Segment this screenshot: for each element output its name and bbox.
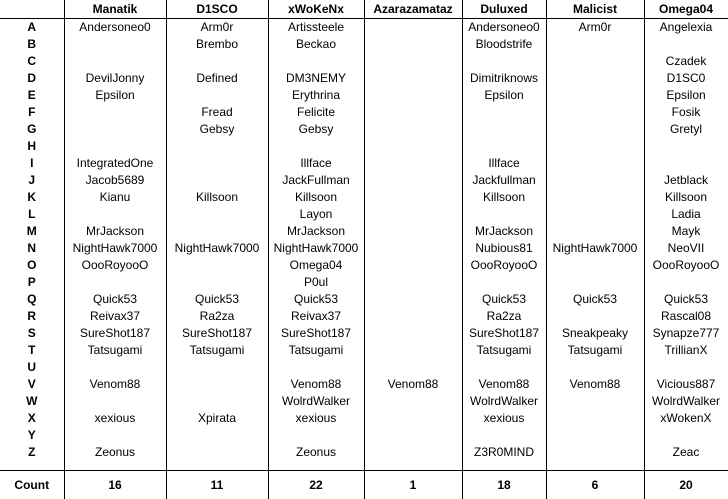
player-name-cell: xWokenX xyxy=(644,410,728,427)
player-name-cell: Beckao xyxy=(268,36,364,53)
spacer-cell xyxy=(462,461,546,471)
player-name-cell xyxy=(364,325,462,342)
table-body xyxy=(0,19,728,462)
player-name-cell xyxy=(166,155,268,172)
player-name-cell: P0ul xyxy=(268,274,364,291)
player-name-cell: Angelexia xyxy=(644,19,728,37)
table-row xyxy=(0,257,728,274)
player-name-cell: Dimitriknows xyxy=(462,70,546,87)
player-name-cell: Czadek xyxy=(644,53,728,70)
row-letter: A xyxy=(0,19,64,37)
player-name-cell xyxy=(546,70,644,87)
player-name-cell: Tatsugami xyxy=(64,342,166,359)
table-row xyxy=(0,274,728,291)
column-header: Duluxed xyxy=(462,0,546,19)
player-name-cell xyxy=(546,393,644,410)
player-name-cell xyxy=(364,19,462,37)
player-name-cell: Venom88 xyxy=(64,376,166,393)
player-name-cell xyxy=(546,172,644,189)
player-name-cell: Illface xyxy=(462,155,546,172)
player-name-cell: TrillianX xyxy=(644,342,728,359)
player-name-cell xyxy=(546,427,644,444)
player-name-cell: D1SC0 xyxy=(644,70,728,87)
table-row xyxy=(0,308,728,325)
count-value: 22 xyxy=(268,471,364,499)
player-name-cell xyxy=(364,53,462,70)
player-name-cell: Tatsugami xyxy=(268,342,364,359)
player-name-cell xyxy=(364,291,462,308)
row-letter: Q xyxy=(0,291,64,308)
count-value: 18 xyxy=(462,471,546,499)
player-name-cell: Quick53 xyxy=(268,291,364,308)
player-name-cell xyxy=(364,155,462,172)
player-name-cell: Epsilon xyxy=(644,87,728,104)
row-letter: V xyxy=(0,376,64,393)
player-name-cell: Epsilon xyxy=(462,87,546,104)
player-name-cell xyxy=(268,53,364,70)
row-letter: Z xyxy=(0,444,64,461)
player-name-cell: Gebsy xyxy=(268,121,364,138)
player-name-cell xyxy=(166,206,268,223)
player-name-cell: Reivax37 xyxy=(64,308,166,325)
player-name-cell: Quick53 xyxy=(64,291,166,308)
player-name-cell xyxy=(644,427,728,444)
player-name-cell xyxy=(364,410,462,427)
player-name-cell xyxy=(644,359,728,376)
player-name-cell xyxy=(546,274,644,291)
count-label: Count xyxy=(0,471,64,499)
row-letter: E xyxy=(0,87,64,104)
table-row xyxy=(0,189,728,206)
player-name-cell xyxy=(364,274,462,291)
player-name-cell: Tatsugami xyxy=(546,342,644,359)
player-name-cell: Ra2za xyxy=(462,308,546,325)
player-name-cell: Quick53 xyxy=(166,291,268,308)
player-name-cell xyxy=(64,121,166,138)
table-row xyxy=(0,325,728,342)
player-name-cell: Zeac xyxy=(644,444,728,461)
table-row xyxy=(0,155,728,172)
column-header: Omega04 xyxy=(644,0,728,19)
player-name-cell xyxy=(644,36,728,53)
player-name-cell xyxy=(546,104,644,121)
row-letter: U xyxy=(0,359,64,376)
player-name-cell: Fosik xyxy=(644,104,728,121)
player-name-cell xyxy=(546,155,644,172)
player-name-cell xyxy=(166,53,268,70)
player-name-cell: Reivax37 xyxy=(268,308,364,325)
table-row xyxy=(0,138,728,155)
player-name-cell: MrJackson xyxy=(64,223,166,240)
player-name-cell xyxy=(364,206,462,223)
player-name-cell xyxy=(546,53,644,70)
player-name-cell xyxy=(364,36,462,53)
row-letter: O xyxy=(0,257,64,274)
player-name-cell: Bloodstrife xyxy=(462,36,546,53)
player-name-cell: IntegratedOne xyxy=(64,155,166,172)
player-name-cell xyxy=(166,257,268,274)
player-name-cell xyxy=(546,359,644,376)
count-value: 16 xyxy=(64,471,166,499)
player-name-cell: SureShot187 xyxy=(64,325,166,342)
row-letter: H xyxy=(0,138,64,155)
player-name-cell xyxy=(546,189,644,206)
player-name-cell: Brembo xyxy=(166,36,268,53)
player-name-cell: Zeonus xyxy=(64,444,166,461)
player-name-cell: Andersoneo0 xyxy=(462,19,546,37)
corner-cell xyxy=(0,0,64,19)
player-name-cell xyxy=(364,240,462,257)
row-letter: R xyxy=(0,308,64,325)
player-name-cell xyxy=(364,172,462,189)
player-name-cell: Illface xyxy=(268,155,364,172)
table-row xyxy=(0,427,728,444)
player-name-cell: Gretyl xyxy=(644,121,728,138)
table-row xyxy=(0,359,728,376)
player-name-cell xyxy=(462,359,546,376)
player-name-cell xyxy=(462,104,546,121)
row-letter: L xyxy=(0,206,64,223)
player-name-cell: MrJackson xyxy=(462,223,546,240)
player-name-cell: Venom88 xyxy=(268,376,364,393)
spacer-row xyxy=(0,461,728,471)
player-name-cell xyxy=(364,393,462,410)
player-name-cell xyxy=(64,104,166,121)
player-name-cell: Arm0r xyxy=(546,19,644,37)
player-name-cell xyxy=(64,36,166,53)
player-name-cell: Killsoon xyxy=(644,189,728,206)
player-name-cell xyxy=(166,138,268,155)
table-row xyxy=(0,223,728,240)
player-name-cell xyxy=(546,444,644,461)
player-name-cell: xexious xyxy=(268,410,364,427)
player-name-cell xyxy=(462,138,546,155)
player-name-cell xyxy=(644,274,728,291)
player-name-cell xyxy=(268,359,364,376)
table-row xyxy=(0,376,728,393)
player-name-cell: Killsoon xyxy=(166,189,268,206)
player-name-cell: SureShot187 xyxy=(166,325,268,342)
player-name-cell: Artissteele xyxy=(268,19,364,37)
player-name-cell: Epsilon xyxy=(64,87,166,104)
player-name-cell: xexious xyxy=(64,410,166,427)
spacer-cell xyxy=(364,461,462,471)
player-name-cell: Felicite xyxy=(268,104,364,121)
player-name-cell: Tatsugami xyxy=(462,342,546,359)
player-name-cell xyxy=(364,223,462,240)
header-row xyxy=(0,0,728,19)
player-name-cell: Jacob5689 xyxy=(64,172,166,189)
column-header: xWoKeNx xyxy=(268,0,364,19)
spacer-cell xyxy=(166,461,268,471)
player-name-cell xyxy=(166,393,268,410)
player-name-cell: Ladia xyxy=(644,206,728,223)
player-name-cell: Jackfullman xyxy=(462,172,546,189)
player-name-cell: Gebsy xyxy=(166,121,268,138)
player-name-cell: Quick53 xyxy=(644,291,728,308)
count-value: 20 xyxy=(644,471,728,499)
player-name-cell xyxy=(166,223,268,240)
player-name-cell xyxy=(166,444,268,461)
table-row xyxy=(0,410,728,427)
table-row xyxy=(0,121,728,138)
player-name-cell: Quick53 xyxy=(546,291,644,308)
row-letter: G xyxy=(0,121,64,138)
count-row xyxy=(0,471,728,499)
player-name-cell xyxy=(364,342,462,359)
table-row xyxy=(0,53,728,70)
player-name-cell: NightHawk7000 xyxy=(64,240,166,257)
table-row xyxy=(0,87,728,104)
count-value: 11 xyxy=(166,471,268,499)
player-name-cell: Ra2za xyxy=(166,308,268,325)
table-row xyxy=(0,342,728,359)
player-name-cell: Xpirata xyxy=(166,410,268,427)
table-row xyxy=(0,19,728,37)
spacer-cell xyxy=(546,461,644,471)
player-name-cell: SureShot187 xyxy=(268,325,364,342)
player-name-cell xyxy=(166,359,268,376)
player-name-cell xyxy=(462,53,546,70)
player-name-cell xyxy=(546,308,644,325)
player-name-cell: Killsoon xyxy=(462,189,546,206)
player-name-cell xyxy=(64,274,166,291)
row-letter: P xyxy=(0,274,64,291)
column-header: Manatik xyxy=(64,0,166,19)
player-name-cell: Defined xyxy=(166,70,268,87)
player-name-cell xyxy=(64,138,166,155)
player-name-cell xyxy=(166,87,268,104)
player-name-cell: NightHawk7000 xyxy=(166,240,268,257)
player-name-cell xyxy=(64,206,166,223)
player-name-cell xyxy=(546,36,644,53)
player-name-cell xyxy=(364,308,462,325)
player-name-cell: Zeonus xyxy=(268,444,364,461)
player-name-cell xyxy=(166,427,268,444)
player-name-cell xyxy=(546,410,644,427)
table-row xyxy=(0,70,728,87)
spacer-cell xyxy=(268,461,364,471)
row-letter: Y xyxy=(0,427,64,444)
row-letter: J xyxy=(0,172,64,189)
spacer-cell xyxy=(64,461,166,471)
player-name-cell: Jetblack xyxy=(644,172,728,189)
table-row xyxy=(0,291,728,308)
player-name-cell xyxy=(364,138,462,155)
player-name-cell: NightHawk7000 xyxy=(268,240,364,257)
table-row xyxy=(0,240,728,257)
player-name-cell: WolrdWalker xyxy=(268,393,364,410)
player-name-cell xyxy=(64,53,166,70)
player-name-cell: JackFullman xyxy=(268,172,364,189)
table-row xyxy=(0,172,728,189)
row-letter: D xyxy=(0,70,64,87)
row-letter: S xyxy=(0,325,64,342)
player-name-cell: xexious xyxy=(462,410,546,427)
table-row xyxy=(0,206,728,223)
count-value: 6 xyxy=(546,471,644,499)
player-name-cell: DevilJonny xyxy=(64,70,166,87)
row-letter: B xyxy=(0,36,64,53)
player-name-cell: Layon xyxy=(268,206,364,223)
player-name-cell xyxy=(546,257,644,274)
player-name-cell: Tatsugami xyxy=(166,342,268,359)
player-name-cell: DM3NEMY xyxy=(268,70,364,87)
row-letter: M xyxy=(0,223,64,240)
player-name-cell xyxy=(364,427,462,444)
player-name-cell: Sneakpeaky xyxy=(546,325,644,342)
row-letter: W xyxy=(0,393,64,410)
column-header: D1SCO xyxy=(166,0,268,19)
row-letter: X xyxy=(0,410,64,427)
player-name-cell xyxy=(268,427,364,444)
player-name-cell xyxy=(546,206,644,223)
player-name-cell: WolrdWalker xyxy=(644,393,728,410)
player-name-cell: Arm0r xyxy=(166,19,268,37)
spacer-cell xyxy=(644,461,728,471)
player-name-cell: Fread xyxy=(166,104,268,121)
player-name-cell: Andersoneo0 xyxy=(64,19,166,37)
table-row xyxy=(0,444,728,461)
player-name-cell: SureShot187 xyxy=(462,325,546,342)
row-letter: I xyxy=(0,155,64,172)
player-name-cell xyxy=(364,87,462,104)
column-header: Azarazamataz xyxy=(364,0,462,19)
player-name-cell: Killsoon xyxy=(268,189,364,206)
player-name-cell: Venom88 xyxy=(462,376,546,393)
player-name-cell xyxy=(166,274,268,291)
player-name-cell xyxy=(644,155,728,172)
player-name-cell: Venom88 xyxy=(546,376,644,393)
player-name-cell: OooRoyooO xyxy=(64,257,166,274)
player-name-cell xyxy=(364,189,462,206)
row-letter: N xyxy=(0,240,64,257)
player-name-cell xyxy=(462,206,546,223)
player-name-cell xyxy=(64,393,166,410)
player-name-cell xyxy=(364,70,462,87)
player-name-cell: Erythrina xyxy=(268,87,364,104)
player-name-cell xyxy=(166,172,268,189)
player-name-cell: NightHawk7000 xyxy=(546,240,644,257)
player-name-cell xyxy=(364,121,462,138)
player-name-cell xyxy=(644,138,728,155)
row-letter: F xyxy=(0,104,64,121)
row-letter: K xyxy=(0,189,64,206)
column-header: Malicist xyxy=(546,0,644,19)
player-name-cell xyxy=(64,427,166,444)
player-name-cell: Nubious81 xyxy=(462,240,546,257)
player-name-cell xyxy=(64,359,166,376)
count-value: 1 xyxy=(364,471,462,499)
player-name-cell xyxy=(462,427,546,444)
player-name-cell xyxy=(462,121,546,138)
player-name-cell: WolrdWalker xyxy=(462,393,546,410)
player-name-cell: Rascal08 xyxy=(644,308,728,325)
player-name-cell: Kianu xyxy=(64,189,166,206)
table-row xyxy=(0,36,728,53)
player-name-cell: NeoVII xyxy=(644,240,728,257)
player-name-cell: MrJackson xyxy=(268,223,364,240)
player-name-cell xyxy=(268,138,364,155)
player-name-cell xyxy=(364,257,462,274)
spacer-cell xyxy=(0,461,64,471)
player-name-cell xyxy=(462,274,546,291)
row-letter: T xyxy=(0,342,64,359)
table-row xyxy=(0,104,728,121)
player-name-cell: Omega04 xyxy=(268,257,364,274)
player-name-cell: Synapze777 xyxy=(644,325,728,342)
player-name-cell xyxy=(166,376,268,393)
table-row xyxy=(0,393,728,410)
player-name-cell xyxy=(546,121,644,138)
player-name-cell: Vicious887 xyxy=(644,376,728,393)
player-name-cell: Z3R0MIND xyxy=(462,444,546,461)
player-name-cell: OooRoyooO xyxy=(462,257,546,274)
player-name-cell: OooRoyooO xyxy=(644,257,728,274)
player-name-cell: Mayk xyxy=(644,223,728,240)
player-name-cell xyxy=(546,223,644,240)
player-name-cell: Venom88 xyxy=(364,376,462,393)
row-letter: C xyxy=(0,53,64,70)
player-name-cell xyxy=(364,359,462,376)
player-name-cell xyxy=(364,444,462,461)
player-name-cell xyxy=(546,138,644,155)
player-name-cell xyxy=(364,104,462,121)
player-name-cell: Quick53 xyxy=(462,291,546,308)
player-name-cell xyxy=(546,87,644,104)
